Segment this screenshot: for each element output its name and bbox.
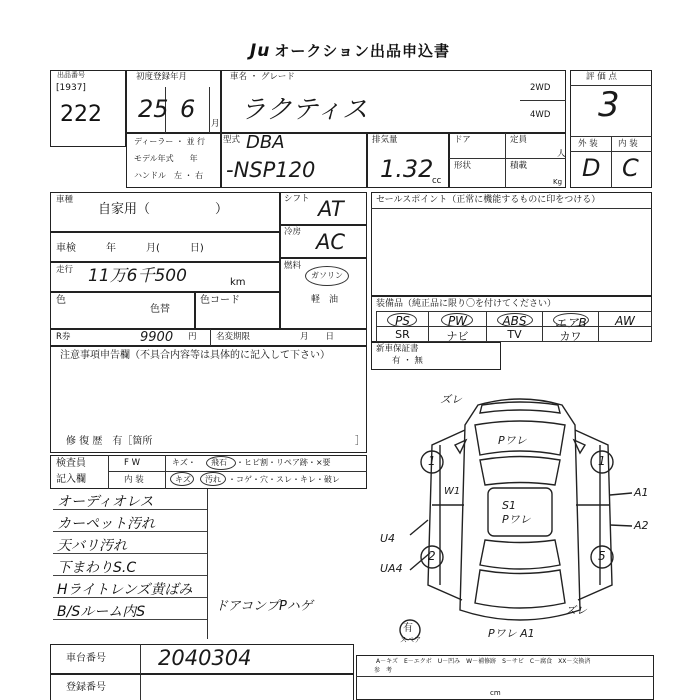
chassis-value: 2040304 (158, 646, 252, 670)
wheel-num-rr: 5 (598, 549, 606, 563)
drive-2wd: 2WD (530, 83, 551, 93)
wheel-num-fl: 1 (428, 454, 436, 468)
note-row (53, 575, 207, 598)
inspector-row1-rest: ・ヒビ割・リペア跡・×要 (236, 458, 331, 467)
type-label: 型式 (223, 135, 241, 145)
type-value: DBA (246, 132, 285, 153)
marks-label: 記入欄 (56, 474, 86, 485)
mark-ua4: UA4 (380, 562, 403, 575)
equipment-bottom: TV (507, 328, 522, 341)
color-change-label: 色替 (150, 304, 170, 315)
fuel-diesel: 軽 油 (311, 295, 339, 305)
name-label: 車名 ・ グレード (230, 72, 295, 82)
capacity-label: 定員 (510, 135, 528, 145)
mark-rear-shift: ズレ (565, 604, 587, 617)
fuel-gas: ガソリン (311, 271, 343, 280)
note-door-trim: ドアコンプPハゲ (215, 599, 313, 614)
equipment-label: 装備品（純正品に限り〇を付けてください） (376, 299, 557, 309)
mark-hood-crack: Pワレ (498, 434, 527, 447)
windshield (480, 457, 560, 486)
form-title (0, 43, 700, 60)
equipment-bottom: SR (395, 328, 410, 341)
repair-bracket: ］ (355, 436, 365, 447)
equipment-top: エアB (554, 316, 587, 330)
legend-cm: cm (490, 689, 501, 697)
warranty-options: 有 ・ 無 (392, 356, 423, 366)
transfer-unit: 月 日 (300, 332, 335, 342)
equipment-bottom: ナビ (446, 330, 469, 343)
note-row (53, 487, 207, 510)
mileage-label: 走行 (56, 265, 74, 275)
reg-label: 初度登録年月 (136, 72, 188, 82)
note-text: Hライトレンズ黄ばみ (57, 582, 193, 598)
recycle-value: 9900 (140, 330, 174, 345)
roof (488, 488, 552, 536)
chassis-label: 車台番号 (66, 653, 106, 664)
note-row (53, 531, 207, 554)
legend-sub: 参 考 (374, 667, 393, 674)
capacity-unit: 人 (557, 149, 566, 159)
door-label: ドア (454, 135, 471, 145)
mark-a2: A2 (634, 519, 649, 532)
mark-a1: A1 (634, 486, 649, 499)
score-label: 評 価 点 (586, 72, 617, 82)
reg-number-label: 登録番号 (66, 682, 106, 693)
lot-sub: [1937] (56, 83, 86, 93)
shift-value: AT (318, 197, 344, 221)
note-text: 下まわりS.C (57, 560, 137, 576)
dealer-label: ディーラー ・ 並 行 (134, 137, 205, 146)
inspector-int-scratch: キズ (175, 475, 191, 484)
inspector-fw: F W (124, 458, 140, 468)
wheel-num-rl: 2 (428, 549, 436, 563)
mileage-value: 11万6千500 (88, 266, 187, 286)
recycle-label: R券 (56, 332, 71, 342)
front-bumper (480, 402, 560, 413)
displacement-value: 1.32 (380, 155, 434, 183)
rear-window (480, 540, 560, 569)
score-value: 3 (598, 85, 620, 125)
inspection-label: 車検 年 月( 日) (56, 243, 204, 254)
type-code: -NSP120 (226, 158, 316, 182)
interior-grade: C (622, 154, 639, 182)
repair-label: 修 復 歴 有［箇所 (66, 436, 153, 447)
title-text: オークション出品申込書 (274, 42, 451, 60)
use-label: 車種 (56, 195, 74, 205)
mark-w1: W1 (444, 486, 461, 497)
inspector-label: 検査員 (56, 458, 86, 469)
color-box (50, 292, 195, 329)
transfer-label: 名変期限 (216, 332, 251, 342)
car-name: ラクティス (240, 95, 368, 125)
shape-label: 形状 (454, 161, 472, 171)
recycle-unit: 円 (188, 332, 197, 342)
displacement-unit: cc (432, 176, 442, 186)
interior-label: 内 装 (618, 139, 638, 149)
equipment-top: AW (615, 314, 635, 328)
mileage-unit: km (230, 277, 246, 288)
trunk (475, 570, 565, 608)
inspector-interior: 内 装 (124, 475, 144, 485)
legend-text: A－キズ E－エクボ U－凹み W－補修跡 S－サビ C－腐食 XX－交換済 (376, 658, 591, 665)
equipment-top: PS (395, 314, 410, 328)
equipment-top: ABS (502, 314, 527, 328)
mark-roof-crack: Pワレ (502, 513, 531, 526)
inspector-chip: 飛石 (211, 458, 227, 467)
displacement-label: 排気量 (372, 135, 398, 145)
shift-label: シフト (284, 194, 310, 204)
inspector-int-dirt: 汚れ (205, 475, 221, 484)
notes-label: 注意事項申告欄（不具合内容等は具体的に記入して下さい） (60, 350, 330, 361)
lot-label: 出品番号 (57, 71, 85, 79)
note-row (53, 509, 207, 532)
note-row (53, 553, 207, 576)
ju-logo: Ju (249, 41, 271, 61)
note-text: オーディオレス (57, 494, 154, 510)
equipment-bottom: カワ (559, 330, 582, 343)
note-text: B/Sルーム内S (57, 604, 146, 620)
equipment-top: PW (447, 314, 468, 328)
lot-number: 222 (60, 102, 102, 127)
color-code-label: 色コード (200, 295, 240, 306)
note-text: 天バリ汚れ (57, 538, 127, 554)
spare-sub: スペア (400, 636, 421, 644)
fuel-label: 燃料 (284, 261, 302, 271)
spare-label: 有 (403, 623, 413, 634)
inspector-row2-rest: ・コゲ・穴・スレ・キレ・破レ (228, 475, 340, 484)
mark-s1: S1 (502, 499, 516, 512)
drive-4wd: 4WD (530, 110, 551, 120)
exterior-label: 外 装 (578, 139, 598, 149)
note-text: カーペット汚れ (57, 516, 155, 532)
ac-value: AC (316, 230, 346, 254)
mark-front-shift: ズレ (440, 393, 462, 406)
load-label: 積載 (510, 161, 528, 171)
reg-month: 6 (180, 95, 196, 123)
mark-u4: U4 (380, 532, 396, 545)
exterior-grade: D (582, 154, 601, 182)
warranty-label: 新車保証書 (376, 344, 419, 354)
load-unit: Kg (553, 178, 563, 186)
handle-label: ハンドル 左 ・ 右 (134, 171, 204, 180)
reg-year: 25 (138, 95, 169, 123)
use-value: 自家用（ ） (98, 202, 229, 217)
wheel-num-fr: 1 (598, 454, 606, 468)
sales-label: セールスポイント（正常に機能するものに印をつける） (376, 195, 601, 205)
ac-label: 冷房 (284, 227, 302, 237)
month-unit: 月 (211, 119, 220, 129)
note-row (53, 597, 207, 620)
mark-rear-crack: Pワレ A1 (488, 627, 535, 640)
inspector-scratch: キズ・ (172, 458, 196, 467)
model-year-label: モデル年式 年 (134, 154, 198, 163)
color-label: 色 (56, 295, 66, 306)
equipment-table (376, 311, 652, 342)
